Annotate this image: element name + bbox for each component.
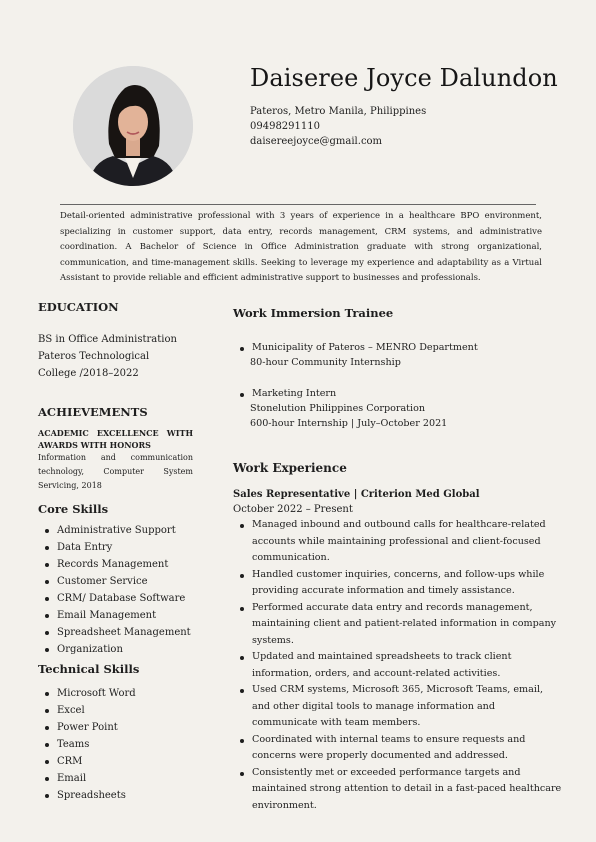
immersion-detail: 80-hour Community Internship — [250, 357, 401, 368]
achievement-description: Information and communication technology, Computer System Servicing, 2018 — [38, 453, 193, 490]
candidate-name: Daiseree Joyce Dalundon — [250, 64, 558, 92]
education-heading: EDUCATION — [38, 300, 119, 314]
list-item: Microsoft Word — [38, 685, 193, 702]
job-title: Sales Representative | Criterion Med Global — [233, 489, 480, 500]
immersion-hours: 600-hour Internship | July–October 2021 — [250, 418, 448, 429]
core-skills-heading: Core Skills — [38, 502, 109, 516]
list-item: Email Management — [38, 607, 193, 624]
immersion-company: Stonelution Philippines Corporation — [250, 403, 426, 414]
education-school: Pateros Technological — [38, 351, 150, 362]
list-item: CRM/ Database Software — [38, 590, 193, 607]
list-item: Updated and maintained spreadsheets to track client information, orders, and account-related activities. — [233, 649, 563, 682]
person-portrait-icon — [73, 66, 193, 186]
immersion-list — [233, 340, 563, 431]
email-text: daisereejoyce@gmail.com — [250, 136, 383, 147]
phone-text: 09498291110 — [250, 121, 320, 132]
achievements-heading: ACHIEVEMENTS — [38, 405, 148, 419]
work-experience-heading: Work Experience — [233, 461, 347, 475]
list-item: Spreadsheet Management — [38, 624, 193, 641]
list-item: CRM — [38, 753, 193, 770]
left-column — [38, 300, 193, 804]
list-item: Used CRM systems, Microsoft 365, Microsoft Teams, email, and other digital tools to manage information and communicate with team members. — [233, 682, 563, 732]
immersion-heading: Work Immersion Trainee — [233, 306, 394, 320]
list-item: Data Entry — [38, 539, 193, 556]
technical-skills-list — [38, 685, 193, 804]
job-duties-list — [233, 517, 563, 814]
location-text: Pateros, Metro Manila, Philippines — [250, 106, 427, 117]
list-item: Records Management — [38, 556, 193, 573]
right-column — [233, 306, 563, 814]
list-item: Organization — [38, 641, 193, 658]
list-item: Performed accurate data entry and records management, maintaining client and patient-related information in company systems. — [233, 600, 563, 650]
list-item: Excel — [38, 702, 193, 719]
list-item: Handled customer inquiries, concerns, and follow-ups while providing accurate information and timely assistance. — [233, 567, 563, 600]
list-item: Managed inbound and outbound calls for healthcare-related accounts while maintaining professional and client-focused communication. — [233, 517, 563, 567]
job-header — [233, 487, 563, 517]
list-item: Customer Service — [38, 573, 193, 590]
education-details — [38, 331, 193, 382]
list-item: Email — [38, 770, 193, 787]
achievement-title: ACADEMIC EXCELLENCE WITH AWARDS WITH HONORS — [38, 428, 193, 450]
contact-info — [250, 104, 426, 149]
core-skills-list — [38, 522, 193, 658]
list-item — [233, 340, 563, 370]
list-item: Spreadsheets — [38, 787, 193, 804]
education-degree: BS in Office Administration — [38, 334, 177, 345]
profile-photo — [73, 66, 193, 186]
job-dates: October 2022 – Present — [233, 504, 353, 515]
immersion-role: Marketing Intern — [252, 388, 337, 399]
immersion-org: Municipality of Pateros – MENRO Department — [252, 342, 478, 353]
list-item: Power Point — [38, 719, 193, 736]
header-divider — [60, 204, 536, 205]
education-school-years: College /2018–2022 — [38, 368, 139, 379]
list-item: Consistently met or exceeded performance targets and maintained strong attention to detail in a fast-paced healthcare environment. — [233, 765, 563, 815]
list-item: Teams — [38, 736, 193, 753]
list-item: Coordinated with internal teams to ensure requests and concerns were properly documented and addressed. — [233, 732, 563, 765]
list-item — [233, 386, 563, 431]
technical-skills-heading: Technical Skills — [38, 662, 140, 676]
list-item: Administrative Support — [38, 522, 193, 539]
professional-summary: Detail-oriented administrative professional with 3 years of experience in a healthcare BPO environment, specializing in customer support, data entry, records management, CRM systems, and administrative coordination. A Bachelor of Science in Office Administration graduate with strong organizational, communication, and time-management skills. Seeking to leverage my experience and adaptability as a Virtual Assistant to provide reliable and efficient administrative support to businesses and professionals. — [60, 211, 542, 283]
